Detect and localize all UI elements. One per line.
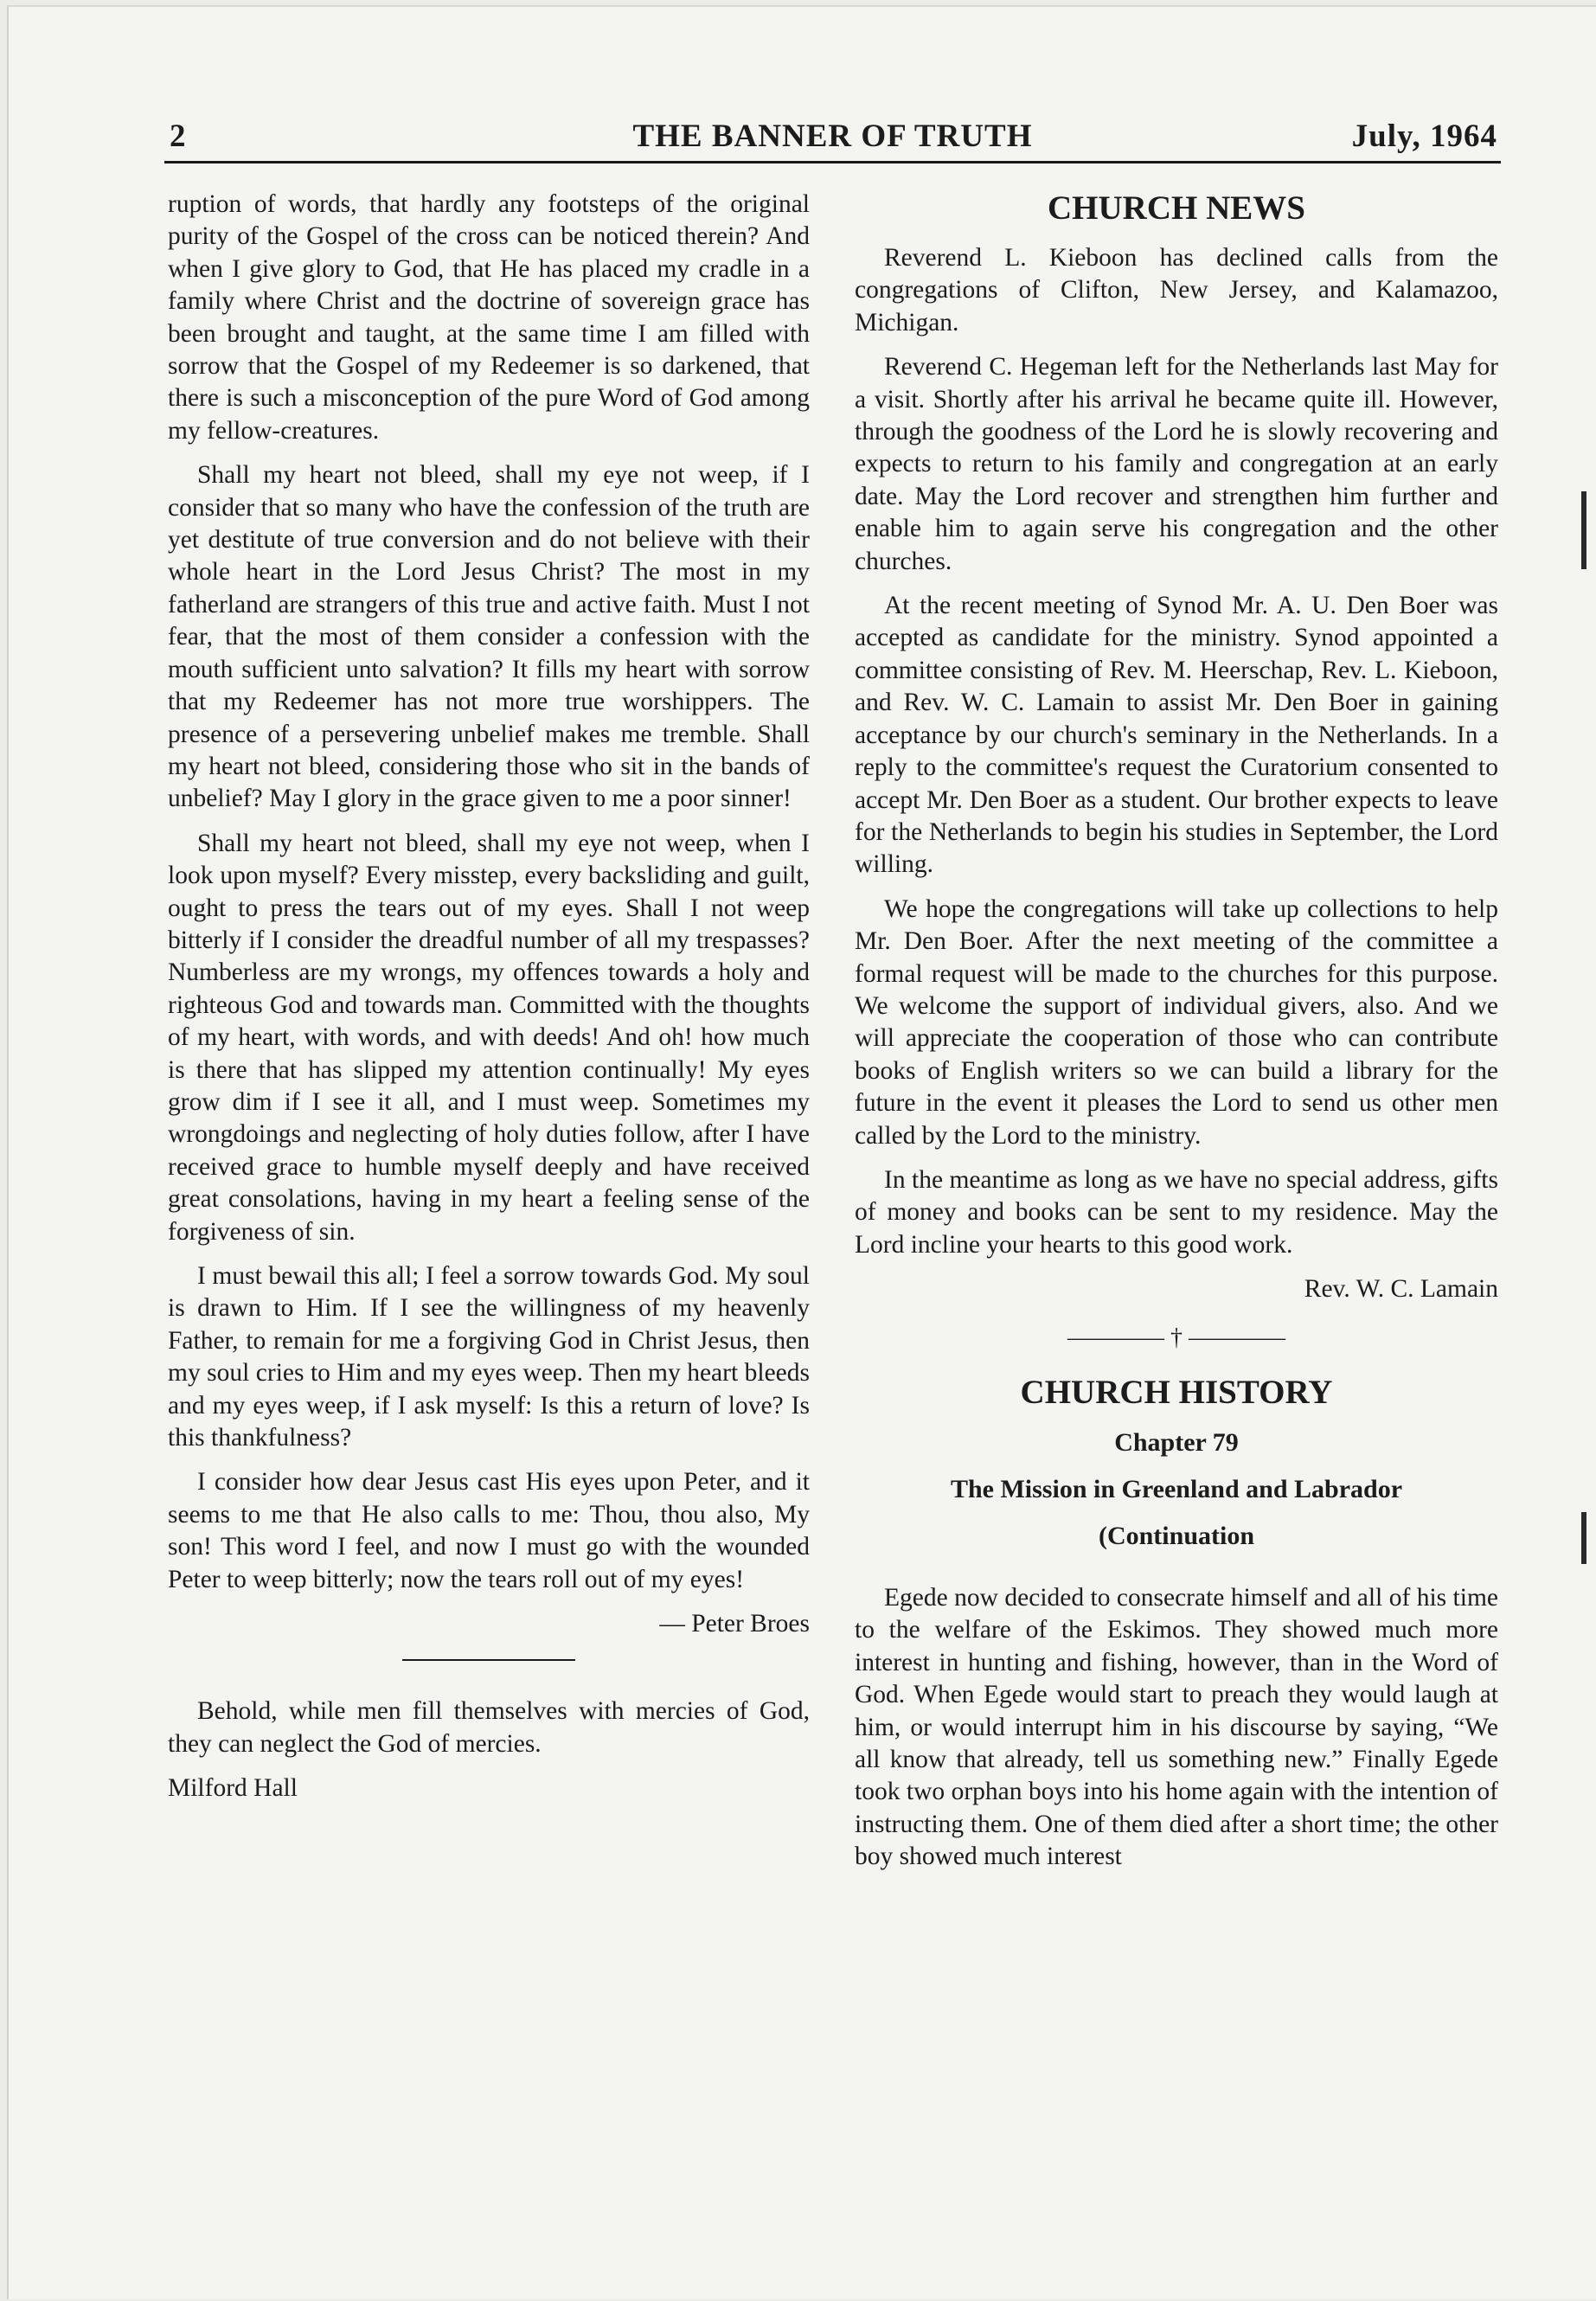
paragraph: I must bewail this all; I feel a sorrow towards God. My soul is drawn to Him. If I see the willingness of my heavenly Father, to remain for me a forgiving God in Christ Jesus, then my soul cries to Him and my eyes weep. Then my heart bleeds and my eyes weep, if I ask myself: Is this a return of love? Is this thankfulness? bbox=[168, 1262, 810, 1452]
dagger-separator: ———— † ———— bbox=[1067, 1324, 1285, 1351]
church-history-heading: CHURCH HISTORY bbox=[1020, 1374, 1333, 1411]
news-paragraph: Reverend C. Hegeman left for the Netherlands last May for a visit. Shortly after his arrival he became quite ill. However, through the goodness of the Lord he is slowly recovering and expects to return to his family and congregation at an early date. May the Lord recover and strengthen him further and enable him to again serve his congregation and the other churches. bbox=[855, 353, 1498, 575]
left-column bbox=[168, 189, 810, 1805]
issue-date: July, 1964 bbox=[1351, 119, 1497, 154]
news-paragraph: In the meantime as long as we have no special address, gifts of money and books can be sent to my residence. May the Lord incline your hearts to this good work. bbox=[855, 1165, 1498, 1259]
news-paragraph: Reverend L. Kieboon has declined calls from the congregations of Clifton, New Jersey, and Kalamazoo, Michigan. bbox=[855, 244, 1498, 336]
paragraph: I consider how dear Jesus cast His eyes upon Peter, and it seems to me that He also calls to me: Thou, thou also, My son! This word I feel, and now I must go with the wounded Peter to weep bitterly; now the tears roll out of my eyes! bbox=[168, 1468, 810, 1593]
author-signature: — Peter Broes bbox=[659, 1610, 810, 1638]
news-paragraph: We hope the congregations will take up collections to help Mr. Den Boer. After the next meeting of the committee a formal request will be made to the churches for this purpose. We welcome the support of individual givers, also. And we will appreciate the cooperation of those who can contribute books of English writers so we can build a library for the future in the event it pleases the Lord to send us other men called by the Lord to the ministry. bbox=[855, 894, 1498, 1150]
news-signature: Rev. W. C. Lamain bbox=[1304, 1275, 1498, 1304]
church-news-heading: CHURCH NEWS bbox=[1048, 189, 1305, 227]
page-header bbox=[164, 118, 1501, 163]
paragraph: Shall my heart not bleed, shall my eye not weep, when I look upon myself? Every misstep, every backsliding and guilt, ought to press the tears out of my eyes. Shall I not weep bitterly if I consider the dreadful number of all my trespasses? Numberless are my wrongs, my offences towards a holy and righteous God and towards man. Committed with the thoughts of my heart, with words, and with deeds! And oh! how much is there that has slipped my attention continually! My eyes grow dim if I see it all, and I must weep. Sometimes my wrongdoings and neglecting of holy duties follow, after I have received grace to humble myself deeply and have received great consolations, having in my heart a feeling sense of the forgiveness of sin. bbox=[168, 829, 810, 1246]
right-column bbox=[855, 189, 1498, 1886]
scan-edge-mark bbox=[1581, 491, 1586, 569]
closing-quote: Behold, while men fill themselves with mercies of God, they can neglect the God of mercies. bbox=[168, 1697, 810, 1758]
closing-signature: Milford Hall bbox=[168, 1774, 298, 1803]
paragraph: Shall my heart not bleed, shall my eye not weep, if I consider that so many who have the confession of the truth are yet destitute of true conversion and do not believe with their whole heart in the Lord Jesus Christ? The most in my fatherland are strangers of this true and active faith. Must I not fear, that the most of them consider a confession with the mouth sufficient unto salvation? It fills my heart with sorrow that my Redeemer has not more true worshippers. The presence of a persevering unbelief makes me tremble. Shall my heart not bleed, considering those who sit in the bands of unbelief? May I glory in the grace given to me a poor sinner! bbox=[168, 461, 810, 813]
publication-title: THE BANNER OF TRUTH bbox=[632, 119, 1033, 154]
page-number: 2 bbox=[170, 119, 187, 154]
page bbox=[7, 5, 1596, 2299]
news-paragraph: At the recent meeting of Synod Mr. A. U. Den Boer was accepted as candidate for the ministry. Synod appointed a committee consisting of Rev. M. Heerschap, Rev. L. Kieboon, and Rev. W. C. Lamain to assist Mr. Den Boer in gaining acceptance by our church's seminary in the Netherlands. In a reply to the committee's request the Curatorium consented to accept Mr. Den Boer as a student. Our brother expects to leave for the Netherlands to begin his studies in September, the Lord willing. bbox=[855, 592, 1498, 879]
continuation-label: (Continuation bbox=[1098, 1522, 1255, 1550]
history-paragraph: Egede now decided to consecrate himself and all of his time to the welfare of the Eskimos. They showed much more interest in hunting and fishing, however, than in the Word of God. When Egede would start to preach they would laugh at him, or would interrupt him in his discourse by saying, “We all know that already, tell us something new.” Finally Egede took two orphan boys into his home again with the intention of instructing them. One of them died after a short time; the other boy showed much interest bbox=[855, 1584, 1498, 1871]
scan-edge-mark bbox=[1581, 1512, 1586, 1564]
history-subtitle: The Mission in Greenland and Labrador bbox=[950, 1475, 1403, 1503]
section-divider bbox=[402, 1659, 575, 1661]
chapter-label: Chapter 79 bbox=[1114, 1428, 1239, 1457]
paragraph: ruption of words, that hardly any footsteps of the original purity of the Gospel of the cross can be noticed therein? And when I give glory to God, that He has placed my cradle in a family where Christ and the doctrine of sovereign grace has been brought and taught, at the same time I am filled with sorrow that the Gospel of my Redeemer is so darkened, that there is such a misconception of the pure Word of God among my fellow-creatures. bbox=[168, 190, 810, 445]
